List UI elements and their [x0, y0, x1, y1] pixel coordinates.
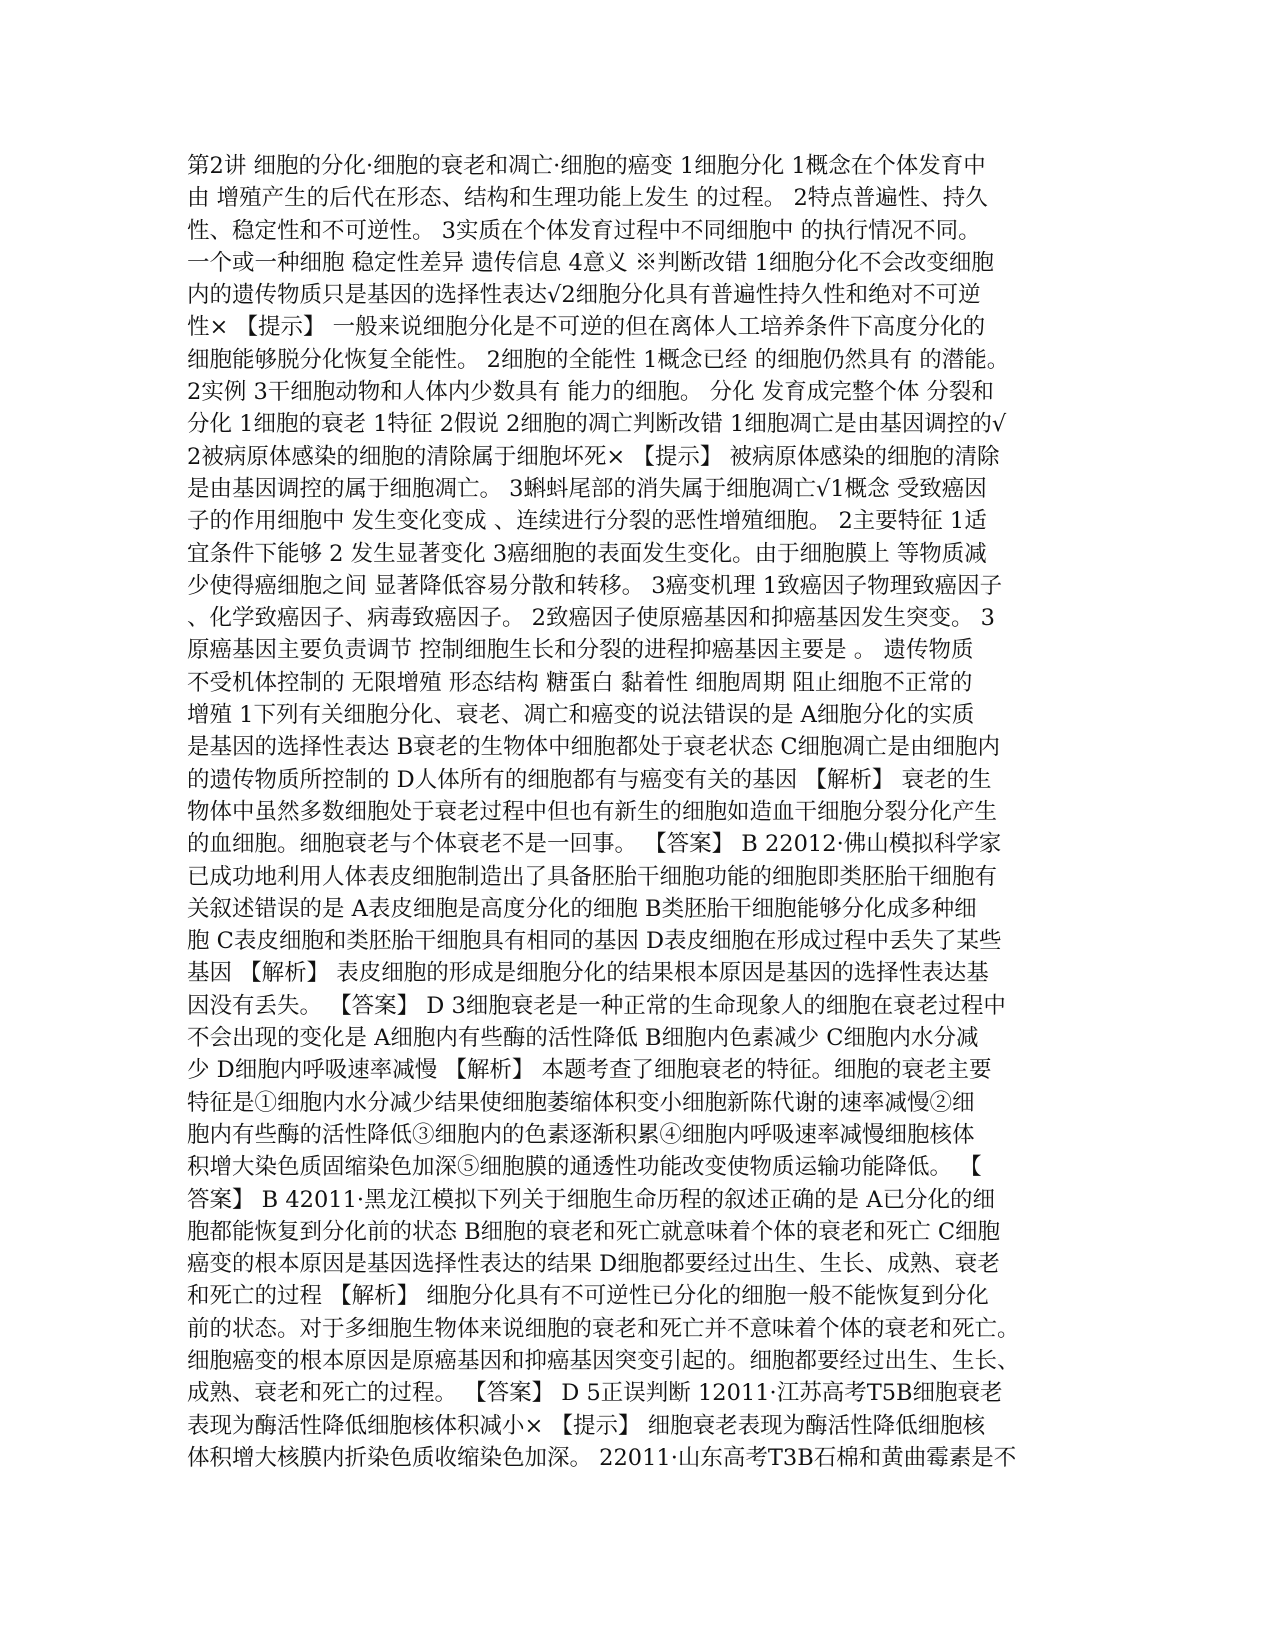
text-line: 性、稳定性和不可逆性。 3实质在个体发育过程中不同细胞中 的执行情况不同。 — [187, 217, 981, 244]
text-line: 已成功地利用人体表皮细胞制造出了具备胚胎干细胞功能的细胞即类胚胎干细胞有 — [187, 863, 998, 890]
text-line: 不会出现的变化是 A细胞内有些酶的活性降低 B细胞内色素减少 C细胞内水分减 — [187, 1025, 979, 1052]
text-line: 是基因的选择性表达 B衰老的生物体中细胞都处于衰老状态 C细胞凋亡是由细胞内 — [187, 734, 1001, 761]
text-line: 答案】 B 42011·黑龙江模拟下列关于细胞生命历程的叙述正确的是 A已分化的细 — [187, 1186, 995, 1213]
text-line: 原癌基因主要负责调节 控制细胞生长和分裂的进程抑癌基因主要是 。 遗传物质 — [187, 637, 974, 664]
text-line: 关叙述错误的是 A表皮细胞是高度分化的细胞 B类胚胎干细胞能够分化成多种细 — [187, 895, 977, 922]
text-line: 内的遗传物质只是基因的选择性表达√2细胞分化具有普遍性持久性和绝对不可逆 — [187, 282, 981, 309]
text-line: 成熟、衰老和死亡的过程。 【答案】 D 5正误判断 12011·江苏高考T5B细胞衰老 — [187, 1380, 1003, 1407]
text-line: 性× 【提示】 一般来说细胞分化是不可逆的但在离体人工培养条件下高度分化的 — [187, 314, 986, 341]
text-line: 积增大染色质固缩染色加深⑤细胞膜的通透性功能改变使物质运输功能降低。 【 — [187, 1154, 982, 1181]
text-line: 、化学致癌因子、病毒致癌因子。 2致癌因子使原癌基因和抑癌基因发生突变。 3 — [187, 605, 995, 632]
text-line: 的遗传物质所控制的 D人体所有的细胞都有与癌变有关的基因 【解析】 衰老的生 — [187, 766, 992, 793]
text-line: 胞 C表皮细胞和类胚胎干细胞具有相同的基因 D表皮细胞在形成过程中丢失了某些 — [187, 928, 1002, 955]
text-line: 细胞能够脱分化恢复全能性。 2细胞的全能性 1概念已经 的细胞仍然具有 的潜能。 — [187, 346, 1010, 373]
text-line: 少 D细胞内呼吸速率减慢 【解析】 本题考查了细胞衰老的特征。细胞的衰老主要 — [187, 1057, 992, 1084]
text-line: 2实例 3干细胞动物和人体内少数具有 能力的细胞。 分化 发育成完整个体 分裂和 — [187, 379, 994, 406]
text-line: 少使得癌细胞之间 显著降低容易分散和转移。 3癌变机理 1致癌因子物理致癌因子 — [187, 572, 1003, 599]
text-line: 宜条件下能够 2 发生显著变化 3癌细胞的表面发生变化。由于细胞膜上 等物质减 — [187, 540, 987, 567]
text-line: 体积增大核膜内折染色质收缩染色加深。 22011·山东高考T3B石棉和黄曲霉素是不 — [187, 1444, 1017, 1471]
text-line: 特征是①细胞内水分减少结果使细胞萎缩体积变小细胞新陈代谢的速率减慢②细 — [187, 1089, 975, 1116]
text-line: 不受机体控制的 无限增殖 形态结构 糖蛋白 黏着性 细胞周期 阻止细胞不正常的 — [187, 669, 973, 696]
text-line: 增殖 1下列有关细胞分化、衰老、凋亡和癌变的说法错误的是 A细胞分化的实质 — [187, 702, 975, 729]
text-line: 癌变的根本原因是基因选择性表达的结果 D细胞都要经过出生、生长、成熟、衰老 — [187, 1251, 1000, 1278]
text-line: 细胞癌变的根本原因是原癌基因和抑癌基因突变引起的。细胞都要经过出生、生长、 — [187, 1347, 1020, 1374]
text-line: 的血细胞。细胞衰老与个体衰老不是一回事。 【答案】 B 22012·佛山模拟科学家 — [187, 831, 1002, 858]
text-line: 是由基因调控的属于细胞凋亡。 3蝌蚪尾部的消失属于细胞凋亡√1概念 受致癌因 — [187, 475, 987, 502]
text-line: 基因 【解析】 表皮细胞的形成是细胞分化的结果根本原因是基因的选择性表达基 — [187, 960, 989, 987]
document-body — [187, 150, 1097, 1474]
text-line: 胞都能恢复到分化前的状态 B细胞的衰老和死亡就意味着个体的衰老和死亡 C细胞 — [187, 1218, 1001, 1245]
text-line: 物体中虽然多数细胞处于衰老过程中但也有新生的细胞如造血干细胞分裂分化产生 — [187, 798, 998, 825]
text-line: 和死亡的过程 【解析】 细胞分化具有不可逆性已分化的细胞一般不能恢复到分化 — [187, 1283, 989, 1310]
text-line: 一个或一种细胞 稳定性差异 遗传信息 4意义 ※判断改错 1细胞分化不会改变细胞 — [187, 249, 994, 276]
text-line: 胞内有些酶的活性降低③细胞内的色素逐渐积累④细胞内呼吸速率减慢细胞核体 — [187, 1121, 975, 1148]
text-line: 子的作用细胞中 发生变化变成 、连续进行分裂的恶性增殖细胞。 2主要特征 1适 — [187, 508, 987, 535]
text-line: 表现为酶活性降低细胞核体积减小× 【提示】 细胞衰老表现为酶活性降低细胞核 — [187, 1412, 986, 1439]
text-line: 分化 1细胞的衰老 1特征 2假说 2细胞的凋亡判断改错 1细胞凋亡是由基因调控的√ — [187, 411, 1007, 438]
text-line: 第2讲 细胞的分化·细胞的衰老和凋亡·细胞的癌变 1细胞分化 1概念在个体发育中 — [187, 153, 986, 179]
text-line: 由 增殖产生的后代在形态、结构和生理功能上发生 的过程。 2特点普遍性、持久 — [187, 185, 988, 212]
text-line: 2被病原体感染的细胞的清除属于细胞坏死× 【提示】 被病原体感染的细胞的清除 — [187, 443, 1000, 470]
text-line: 因没有丢失。 【答案】 D 3细胞衰老是一种正常的生命现象人的细胞在衰老过程中 — [187, 992, 1006, 1019]
text-line: 前的状态。对于多细胞生物体来说细胞的衰老和死亡并不意味着个体的衰老和死亡。 — [187, 1315, 1020, 1342]
